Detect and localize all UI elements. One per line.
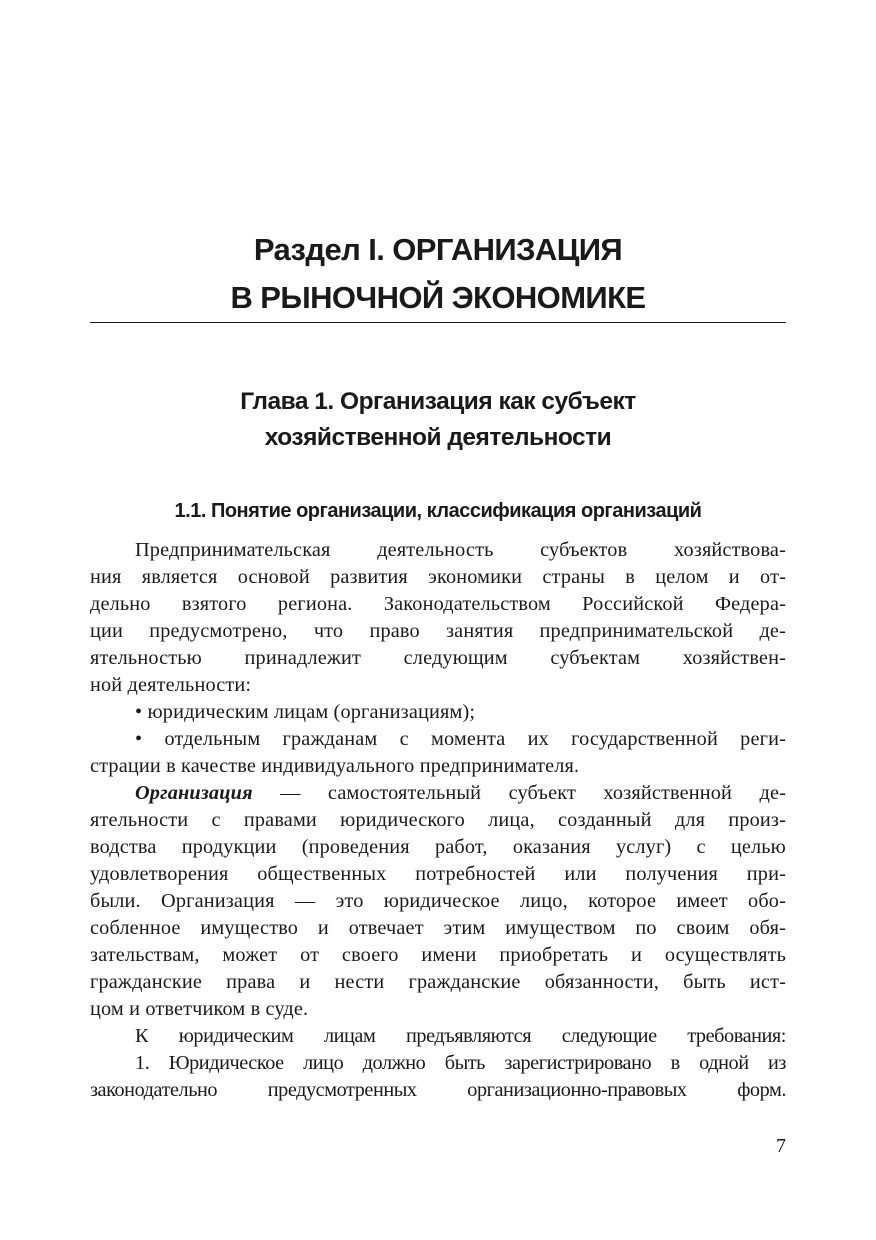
paragraph-4-line: 1. Юридическое лицо должно быть зарегистрировано в одной из xyxy=(135,1052,786,1074)
chapter-title-line-1: Глава 1. Организация как субъект xyxy=(240,388,636,415)
paragraph-2-line: были. Организация — это юридическое лицо, которое имеет обо- xyxy=(90,890,786,912)
section-title-line-2: В РЫНОЧНОЙ ЭКОНОМИКЕ xyxy=(230,280,646,315)
paragraph-4-line: законодательно предусмотренных организационно-правовых форм. xyxy=(90,1079,786,1101)
chapter-title xyxy=(90,384,786,456)
section-title xyxy=(90,226,786,322)
paragraph-2-line: собленное имущество и отвечает этим имуществом по своим обя- xyxy=(90,917,786,939)
paragraph-2-line: водства продукции (проведения работ, оказания услуг) с целью xyxy=(90,836,786,858)
subsection-title: 1.1. Понятие организации, классификация организаций xyxy=(174,500,702,522)
definition-first-line-rest: — самостоятельный субъект хозяйственной де- xyxy=(252,782,786,804)
section-title-line-1: Раздел I. ОРГАНИЗАЦИЯ xyxy=(253,232,623,267)
paragraph-2-line: зательствам, может от своего имени приобретать и осуществлять xyxy=(90,944,786,966)
paragraph-1-line: Предпринимательская деятельность субъектов хозяйствова- xyxy=(135,539,786,561)
paragraph-1-line: ной деятельности: xyxy=(90,674,252,696)
paragraph-1-line: дельно взятого региона. Законодательством Российской Федера- xyxy=(90,593,786,615)
paragraph-1-line: ния является основой развития экономики страны в целом и от- xyxy=(90,566,786,588)
paragraph-1-line: ятельностью принадлежит следующим субъектам хозяйствен- xyxy=(90,647,786,669)
bullet-item-legal-entities: • юридическим лицам (организациям); xyxy=(135,701,476,723)
paragraph-2-line: ятельности с правами юридического лица, созданный для произ- xyxy=(90,809,786,831)
paragraph-1-line: ции предусмотрено, что право занятия предпринимательской де- xyxy=(90,620,786,642)
definition-first-line xyxy=(90,780,786,807)
section-divider xyxy=(90,322,786,323)
defined-term: Организация xyxy=(135,782,253,804)
paragraph-2-line: удовлетворения общественных потребностей или получения при- xyxy=(90,863,786,885)
chapter-title-line-2: хозяйственной деятельности xyxy=(264,424,612,451)
bullet-item-citizens-line: • отдельным гражданам с момента их государственной реги- xyxy=(135,728,786,750)
bullet-item-citizens-line: страции в качестве индивидуального предпринимателя. xyxy=(90,755,580,777)
paragraph-2-line: гражданские права и нести гражданские обязанности, быть ист- xyxy=(90,971,786,993)
paragraph-3-line: К юридическим лицам предъявляются следующие требования: xyxy=(135,1025,786,1047)
paragraph-2-line: цом и ответчиком в суде. xyxy=(90,998,309,1020)
page-number: 7 xyxy=(776,1135,786,1157)
body-text xyxy=(90,537,786,1104)
